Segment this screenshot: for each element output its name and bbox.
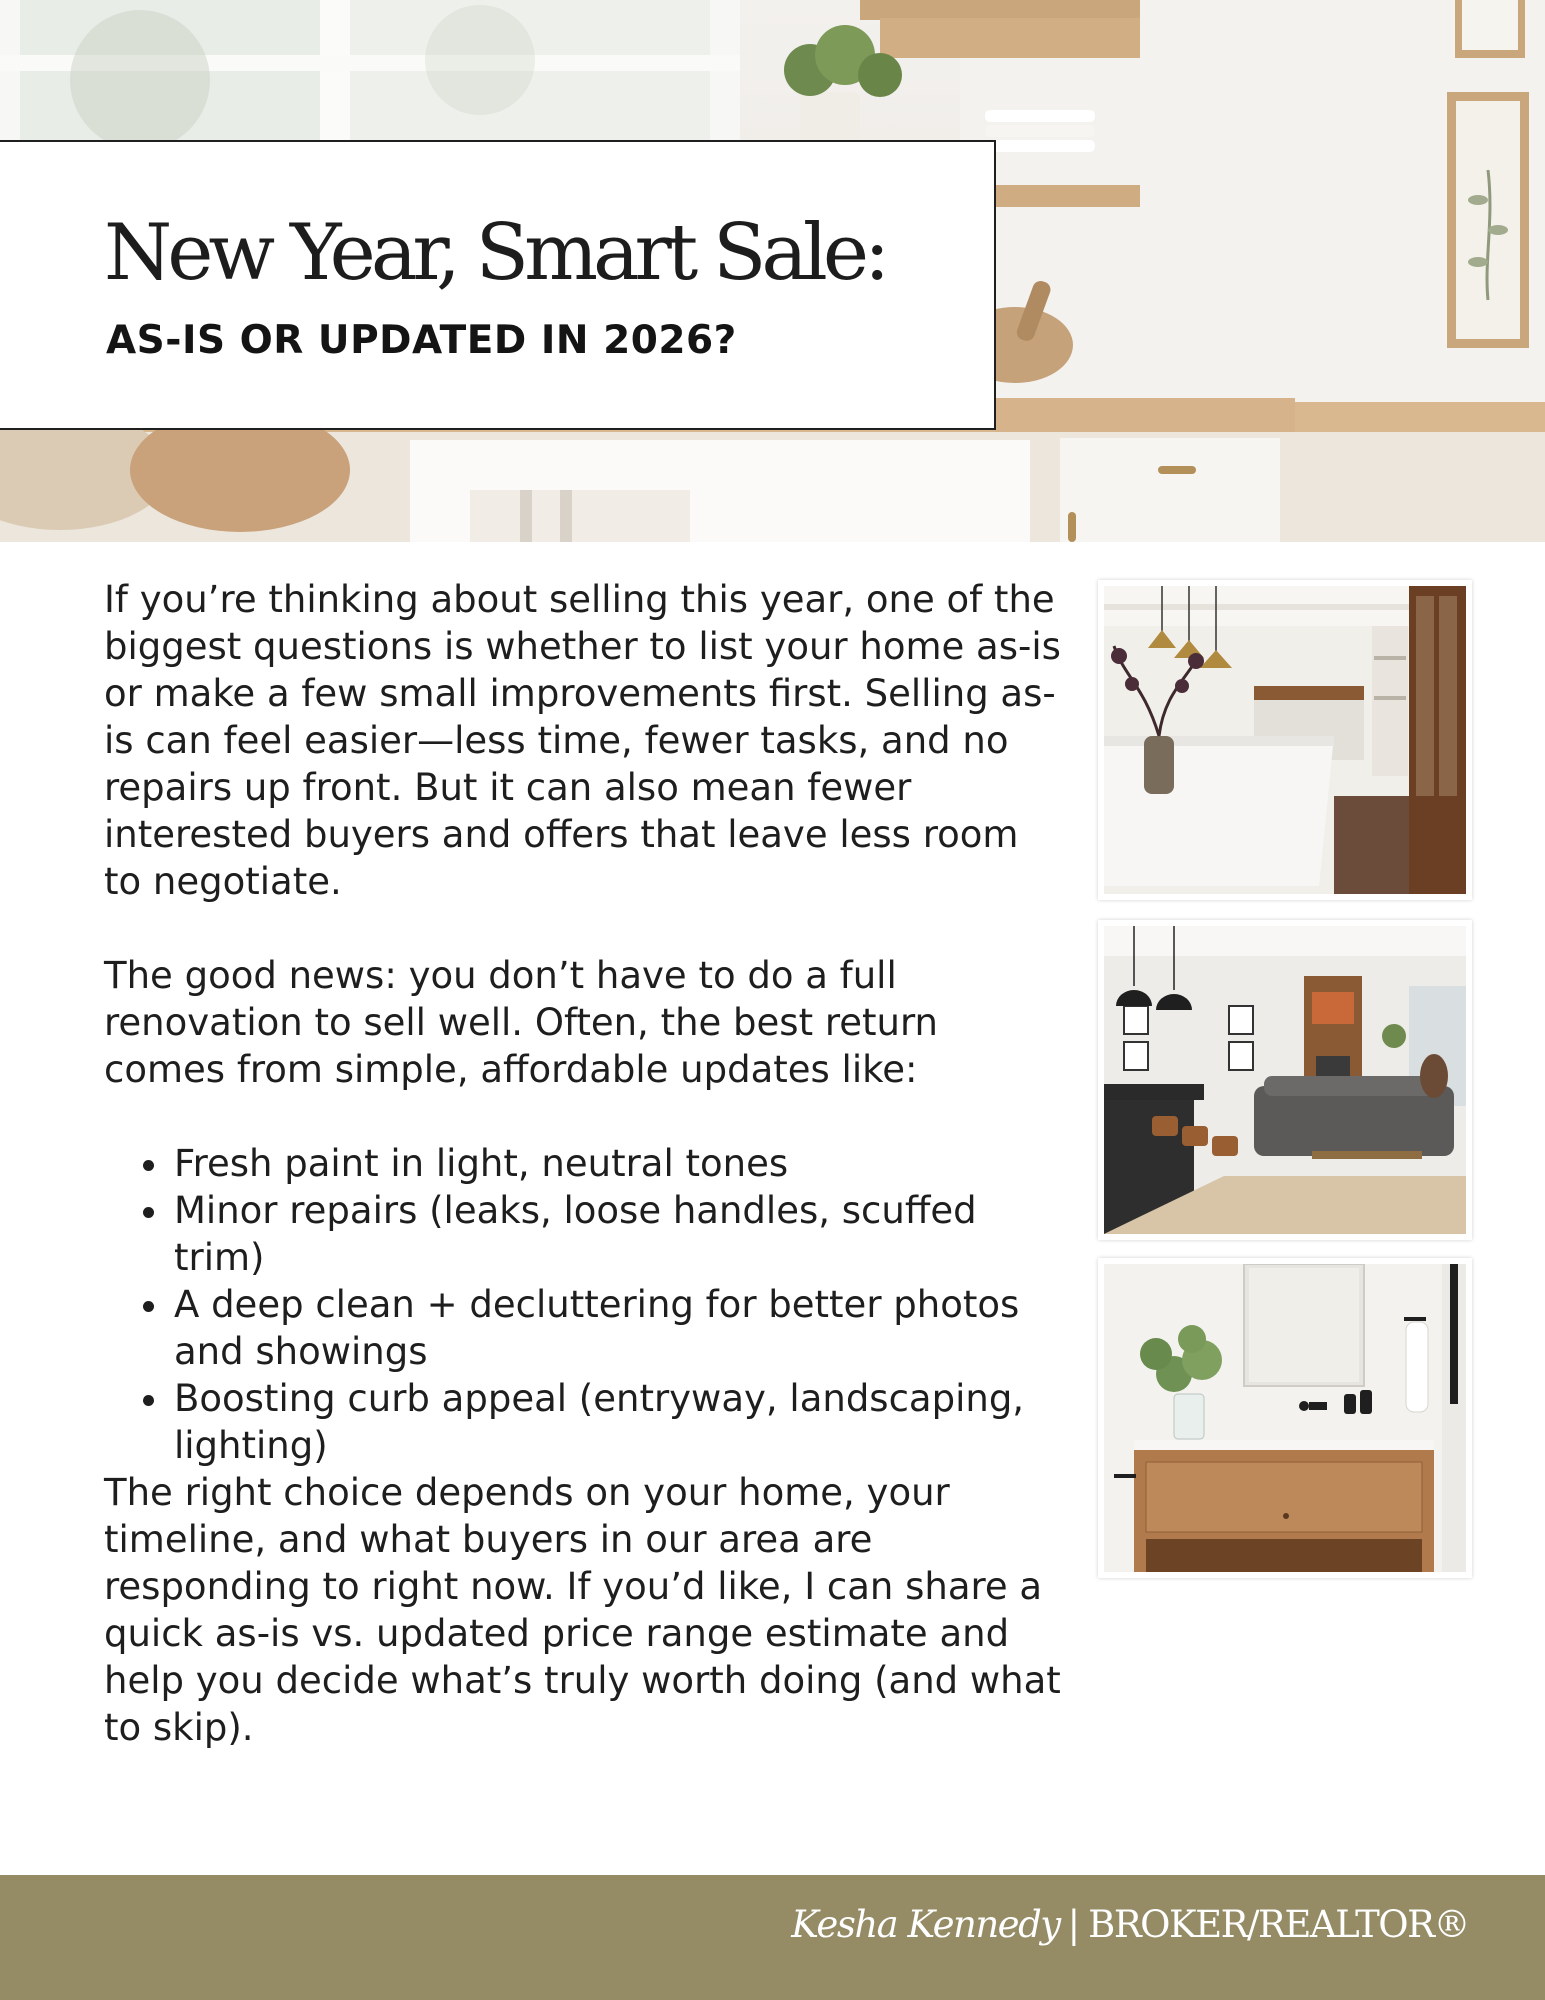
article-body xyxy=(104,576,1064,1751)
closing-paragraph: The right choice depends on your home, your timeline, and what buyers in our area are responding to right now. If you’d like, I can share a quick as-is vs. updated price range estimate and help you decide what’s truly worth doing (and what to skip). xyxy=(104,1471,1061,1749)
living-room-photo xyxy=(1104,926,1466,1234)
good-news-paragraph: The good news: you don’t have to do a full renovation to sell well. Often, the best return comes from simple, affordable updates like: xyxy=(104,954,938,1091)
signature-separator: | xyxy=(1067,1903,1081,1946)
hero-banner xyxy=(0,0,1545,542)
list-item: • Boosting curb appeal (entryway, landscaping, lighting) xyxy=(172,1375,1064,1469)
footer-bar xyxy=(0,1875,1545,2000)
kitchen-photo-frame xyxy=(1098,580,1472,900)
agent-role: BROKER/REALTOR® xyxy=(1088,1903,1469,1946)
page-subtitle: AS-IS OR UPDATED IN 2026? xyxy=(106,318,737,363)
list-item: • Fresh paint in light, neutral tones xyxy=(172,1140,1064,1187)
bathroom-photo xyxy=(1104,1264,1466,1572)
list-item: • A deep clean + decluttering for better photos and showings xyxy=(172,1281,1064,1375)
page-title: New Year, Smart Sale: xyxy=(104,208,886,298)
title-box xyxy=(0,140,996,430)
agent-name: Kesha Kennedy xyxy=(791,1903,1060,1946)
intro-paragraph: If you’re thinking about selling this year, one of the biggest questions is whether to list your home as-is or make a few small improvements first. Selling as-is can feel easier—less time, fewer tasks, and no repairs up front. But it can also mean fewer interested buyers and offers that leave less room to negotiate. xyxy=(104,578,1061,903)
kitchen-photo xyxy=(1104,586,1466,894)
bathroom-photo-frame xyxy=(1098,1258,1472,1578)
agent-signature xyxy=(791,1903,1469,1946)
living-room-photo-frame xyxy=(1098,920,1472,1240)
list-item: • Minor repairs (leaks, loose handles, scuffed trim) xyxy=(172,1187,1064,1281)
updates-list xyxy=(104,1140,1064,1469)
